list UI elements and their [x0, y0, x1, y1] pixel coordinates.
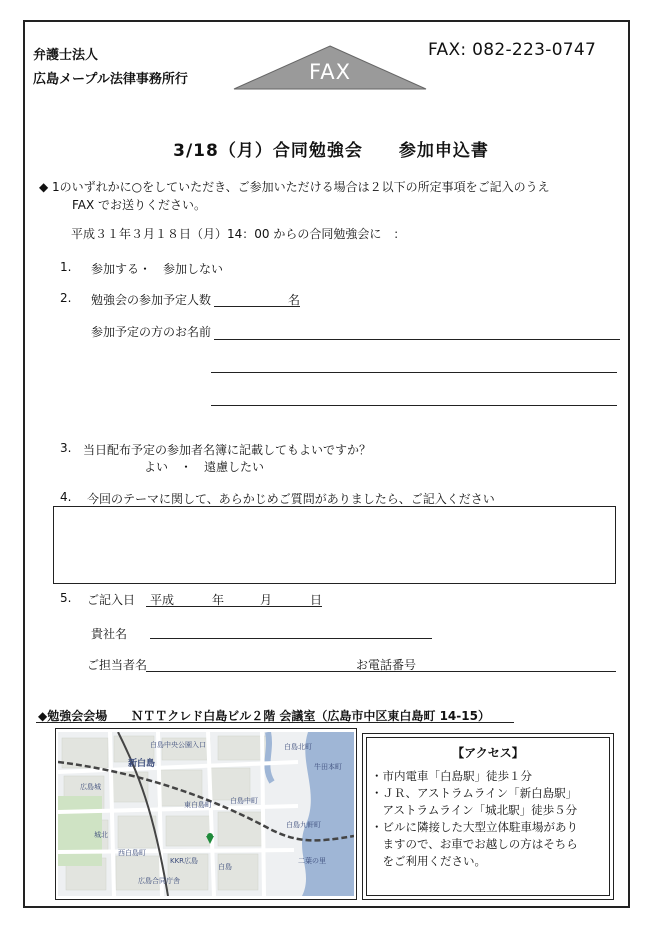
person-label: ご担当者名 — [87, 658, 148, 672]
access-line: アストラムライン「城北駅」徒歩５分 — [371, 803, 578, 817]
access-title: 【アクセス】 — [452, 746, 524, 760]
item5-number: 5. — [60, 591, 72, 605]
item4-number: 4. — [60, 490, 72, 504]
entry-date-year: 年 — [212, 593, 225, 607]
org-name-line1: 弁護士法人 — [33, 48, 99, 63]
item3-question: 当日配布予定の参加者名簿に記載してもよいですか？ — [83, 443, 372, 457]
access-line: ますので、お車でお越しの方はそちら — [371, 837, 578, 851]
map-label: 白島 — [218, 863, 232, 871]
fax-label: FAX — [309, 60, 351, 84]
item1-attendance-options[interactable]: 参加する・ 参加しない — [91, 262, 224, 276]
org-name-line2: 広島メープル法律事務所行 — [33, 72, 188, 87]
item1-number: 1. — [60, 260, 72, 274]
map-label: 牛田本町 — [314, 763, 342, 771]
map-label: 白島北町 — [284, 743, 312, 751]
company-field[interactable] — [150, 638, 432, 639]
entry-date-label: ご記入日 — [87, 593, 136, 607]
item2-number: 2. — [60, 291, 72, 305]
map-label: 白島中央公園入口 — [150, 741, 206, 749]
map-label: 広島合同庁舎 — [138, 877, 180, 885]
entry-date-era: 平成 — [150, 593, 175, 607]
attendee-names-label: 参加予定の方のお名前 — [91, 325, 212, 339]
map-label: 二葉の里 — [298, 857, 326, 865]
access-line: をご利用ください。 — [371, 854, 486, 868]
company-label: 貴社名 — [91, 627, 128, 641]
venue-underline — [36, 722, 514, 723]
item4-question: 今回のテーマに関して、あらかじめご質問がありましたら、ご記入ください — [87, 492, 495, 506]
person-phone-field[interactable] — [146, 671, 616, 672]
entry-date-day: 日 — [310, 593, 323, 607]
entry-date-month: 月 — [260, 593, 273, 607]
map-graphic — [58, 732, 354, 896]
fax-number: FAX: 082-223-0747 — [428, 40, 597, 60]
map-label: KKR広島 — [170, 857, 199, 865]
map-label: 西白島町 — [118, 849, 146, 857]
intro-line1: ◆ 1のいずれかに○をしていただき、ご参加いただける場合は２以下の所定事項をご記入のうえ — [39, 180, 550, 194]
item3-options[interactable]: よい ・ 遠慮したい — [144, 460, 265, 474]
item2-count-label: 勉強会の参加予定人数 — [91, 293, 212, 307]
phone-label: お電話番号 — [356, 658, 417, 672]
map-label: 白島中町 — [230, 797, 258, 805]
venue-map — [58, 732, 354, 896]
access-line: ・ＪＲ、アストラムライン「新白島駅」 — [371, 786, 578, 800]
page-title: 3/18（月）合同勉強会 参加申込書 — [173, 141, 489, 161]
attendee-name-field-3[interactable] — [211, 405, 617, 406]
map-label: 広島城 — [80, 783, 101, 791]
entry-date-field[interactable] — [146, 606, 322, 607]
item3-number: 3. — [60, 441, 72, 455]
intro-line2: FAX でお送りください。 — [72, 198, 207, 212]
map-label: 新白島 — [128, 759, 156, 769]
access-line: ・市内電車「白島駅」徒歩１分 — [371, 769, 532, 783]
event-date-line: 平成３１年３月１８日（月）14：00 からの合同勉強会に ： — [71, 227, 406, 241]
attendee-name-field-1[interactable] — [214, 339, 620, 340]
access-line: ・ビルに隣接した大型立体駐車場があり — [371, 820, 578, 834]
map-label: 白島九軒町 — [286, 821, 321, 829]
map-label: 城北 — [94, 831, 108, 839]
item2-unit: 名 — [288, 293, 301, 307]
questions-textarea[interactable] — [53, 506, 616, 584]
map-label: 東白島町 — [184, 801, 212, 809]
venue-line: ◆勉強会会場 ＮＴＴクレド白島ビル２階 会議室（広島市中区東白島町 14-15） — [38, 709, 490, 723]
attendee-name-field-2[interactable] — [211, 372, 617, 373]
